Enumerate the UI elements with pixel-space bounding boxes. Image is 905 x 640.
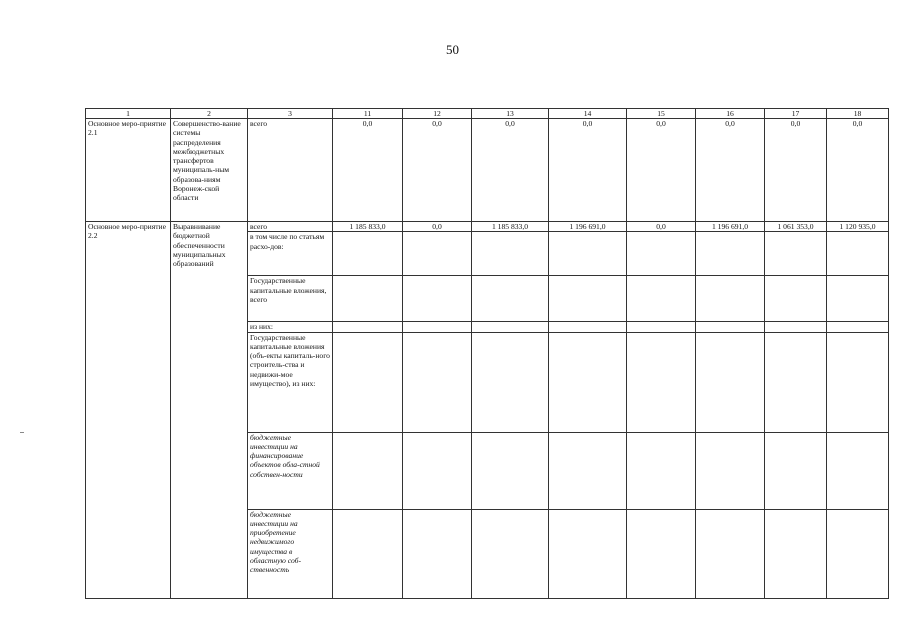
value-cell: 0,0	[765, 119, 827, 222]
table-row	[86, 222, 889, 232]
value-cell: 0,0	[827, 119, 889, 222]
value-cell	[696, 276, 765, 322]
value-cell	[627, 322, 696, 332]
header-cell: 17	[765, 109, 827, 119]
header-cell: 3	[248, 109, 333, 119]
value-cell: 0,0	[627, 222, 696, 232]
value-cell: 0,0	[403, 119, 472, 222]
expense-type: в том числе по статьям расхо-дов:	[248, 232, 333, 276]
expense-type: бюджетные инвестиции на приобретение недвижимого имущества в областную соб-ственность	[248, 509, 333, 598]
value-cell	[472, 432, 549, 509]
value-cell: 1 061 353,0	[765, 222, 827, 232]
activity-description-2-1: Совершенство-вание системы распределения межбюджетных трансфертов муниципаль-ным образова-ниям Воронеж-ской области	[171, 119, 248, 222]
value-cell	[696, 509, 765, 598]
value-cell	[403, 509, 472, 598]
value-cell	[472, 322, 549, 332]
value-cell	[627, 332, 696, 432]
header-cell: 18	[827, 109, 889, 119]
value-cell	[333, 322, 403, 332]
value-cell	[549, 276, 627, 322]
value-cell	[549, 322, 627, 332]
value-cell: 0,0	[549, 119, 627, 222]
expense-type: всего	[248, 222, 333, 232]
header-cell: 15	[627, 109, 696, 119]
header-cell: 11	[333, 109, 403, 119]
value-cell	[472, 276, 549, 322]
value-cell	[696, 232, 765, 276]
expense-type: Государственные капитальные вложения (объ-екты капиталь-ного строитель-ства и недвижи-мое имущество), из них:	[248, 332, 333, 432]
value-cell	[827, 232, 889, 276]
value-cell: 0,0	[333, 119, 403, 222]
value-cell: 1 185 833,0	[333, 222, 403, 232]
value-cell	[333, 232, 403, 276]
value-cell	[827, 509, 889, 598]
value-cell	[333, 332, 403, 432]
value-cell	[827, 332, 889, 432]
value-cell	[696, 432, 765, 509]
expense-type: из них:	[248, 322, 333, 332]
value-cell	[696, 332, 765, 432]
value-cell: 1 120 935,0	[827, 222, 889, 232]
expense-type: бюджетные инвестиции на финансирование объектов обла-стной собствен-ности	[248, 432, 333, 509]
table-row	[86, 119, 889, 222]
header-row	[86, 109, 889, 119]
header-cell: 12	[403, 109, 472, 119]
value-cell	[765, 509, 827, 598]
value-cell	[827, 322, 889, 332]
value-cell	[403, 322, 472, 332]
budget-table	[85, 108, 889, 599]
header-cell: 13	[472, 109, 549, 119]
value-cell	[549, 432, 627, 509]
value-cell	[827, 276, 889, 322]
value-cell: 1 196 691,0	[696, 222, 765, 232]
header-cell: 2	[171, 109, 248, 119]
value-cell: 1 185 833,0	[472, 222, 549, 232]
value-cell: 0,0	[696, 119, 765, 222]
value-cell	[549, 232, 627, 276]
value-cell	[403, 232, 472, 276]
value-cell	[765, 276, 827, 322]
value-cell	[472, 509, 549, 598]
expense-type: Государственные капитальные вложения, всего	[248, 276, 333, 322]
value-cell: 0,0	[627, 119, 696, 222]
value-cell	[765, 322, 827, 332]
value-cell	[627, 432, 696, 509]
activity-name-2-2: Основное меро-приятие 2.2	[86, 222, 171, 599]
value-cell	[827, 432, 889, 509]
header-cell: 14	[549, 109, 627, 119]
page-number: 50	[446, 42, 459, 57]
value-cell	[472, 232, 549, 276]
value-cell	[403, 332, 472, 432]
value-cell	[627, 509, 696, 598]
header-cell: 16	[696, 109, 765, 119]
scan-mark	[20, 432, 24, 433]
activity-description-2-2: Выравнивание бюджетной обеспеченности муниципальных образований	[171, 222, 248, 599]
value-cell	[765, 332, 827, 432]
value-cell	[765, 232, 827, 276]
value-cell	[403, 276, 472, 322]
value-cell	[333, 509, 403, 598]
value-cell	[333, 432, 403, 509]
value-cell	[627, 232, 696, 276]
value-cell	[627, 276, 696, 322]
value-cell	[765, 432, 827, 509]
value-cell: 0,0	[472, 119, 549, 222]
value-cell: 0,0	[403, 222, 472, 232]
value-cell	[472, 332, 549, 432]
header-cell: 1	[86, 109, 171, 119]
value-cell	[549, 509, 627, 598]
value-cell	[696, 322, 765, 332]
value-cell	[403, 432, 472, 509]
value-cell	[549, 332, 627, 432]
expense-type: всего	[248, 119, 333, 222]
value-cell	[333, 276, 403, 322]
value-cell: 1 196 691,0	[549, 222, 627, 232]
activity-name-2-1: Основное меро-приятие 2.1	[86, 119, 171, 222]
